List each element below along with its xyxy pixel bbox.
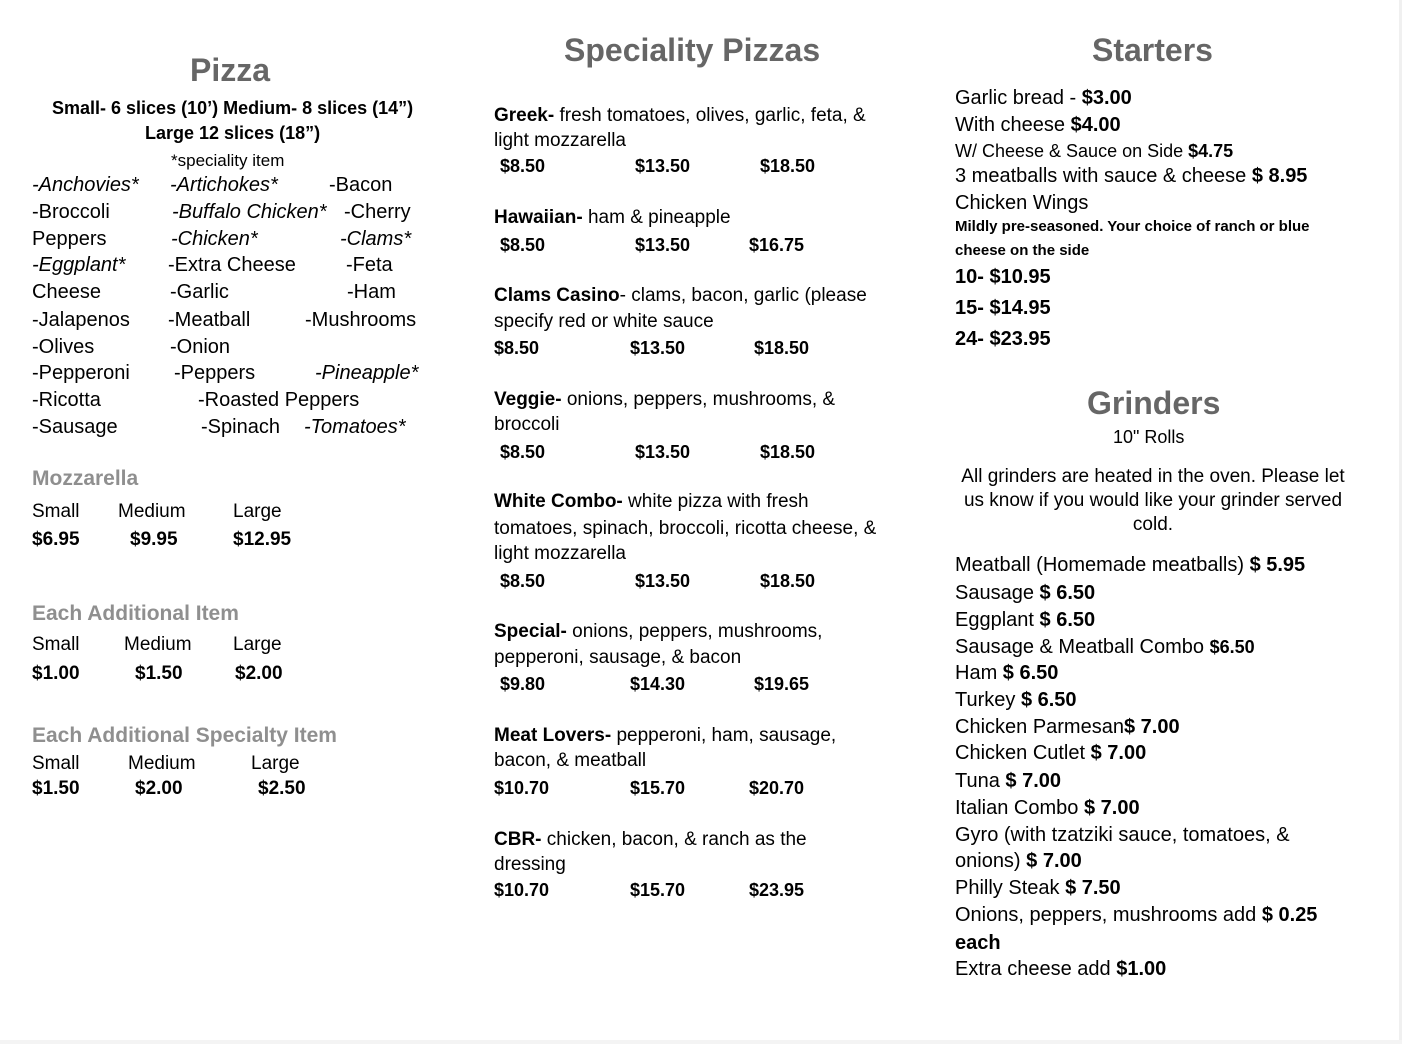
price: $18.50 (760, 156, 816, 176)
price: $6.95 (32, 529, 80, 550)
price: $15.70 (630, 778, 686, 798)
price: $13.50 (630, 338, 686, 358)
speciality-pizzas-title: Speciality Pizzas (564, 32, 821, 68)
speciality-note: *speciality item (171, 151, 285, 170)
additional-item-title: Each Additional Item (32, 602, 239, 625)
price: $18.50 (754, 338, 810, 358)
price: $ 8.95 (1251, 165, 1308, 187)
topping: -Roasted Peppers (198, 389, 360, 411)
grinders-note: cold. (1132, 514, 1174, 535)
grinder-item (955, 662, 1058, 685)
item-desc-cont: broccoli (494, 414, 560, 435)
item-name: Tuna (955, 770, 1006, 792)
item-name: Clams Casino (494, 285, 620, 306)
size-label: Medium (118, 501, 186, 522)
item-desc-cont: pepperoni, sausage, & bacon (494, 647, 742, 668)
item-name: W/ Cheese & Sauce on Side (955, 141, 1189, 161)
grinder-philly (955, 877, 1121, 900)
price: $ 7.50 (1065, 877, 1121, 899)
topping: Peppers (32, 228, 107, 250)
price: $8.50 (500, 156, 546, 176)
price: $13.50 (635, 442, 691, 462)
item-desc-cont: light mozzarella (494, 543, 626, 564)
item-name: Hawaiian- (494, 207, 583, 228)
grinder-gyro-cont (955, 850, 1082, 873)
item-name: Chicken Parmesan (955, 716, 1124, 738)
item-desc: chicken, bacon, & ranch as the (541, 829, 807, 850)
price: $ 6.50 (1039, 582, 1096, 604)
item-desc: ham & pineapple (582, 207, 731, 228)
price: $8.50 (500, 235, 546, 255)
item-name: Onions, peppers, mushrooms add (955, 904, 1262, 926)
topping: -Pineapple* (315, 362, 419, 384)
starters-title: Starters (1092, 32, 1213, 68)
grinders-subtitle: 10" Rolls (1113, 427, 1185, 447)
price: $15.70 (630, 880, 686, 900)
wings-note: Mildly pre-seasoned. Your choice of ranch or blue (955, 218, 1310, 235)
item-name: onions) (955, 850, 1027, 872)
topping: -Pepperoni (32, 362, 130, 384)
menu-item-special (494, 621, 822, 643)
topping: -Meatball (168, 309, 251, 331)
topping: -Jalapenos (32, 309, 130, 331)
price: $ 6.50 (1039, 609, 1096, 631)
menu-item-meat-lovers (494, 725, 836, 747)
price: $2.00 (235, 663, 283, 684)
topping: -Garlic (170, 281, 229, 303)
grinders-title: Grinders (1087, 385, 1221, 421)
page-edge-shadow (0, 1040, 1402, 1044)
grinder-item (955, 797, 1140, 820)
item-desc: white pizza with fresh (622, 491, 809, 512)
item-desc: onions, peppers, mushrooms, (566, 621, 823, 642)
mozzarella-title: Mozzarella (32, 467, 139, 490)
price: $13.50 (635, 235, 691, 255)
grinders-note: us know if you would like your grinder served (963, 490, 1343, 511)
item-desc: onions, peppers, mushrooms, & (561, 389, 836, 410)
price: $19.65 (754, 674, 810, 694)
item-name: Chicken Cutlet (955, 742, 1091, 764)
menu-item-white-combo (494, 491, 809, 513)
menu-item-veggie (494, 389, 835, 411)
starter-garlic-bread (955, 87, 1132, 110)
topping: -Eggplant* (32, 254, 126, 276)
size-label: Small (32, 501, 80, 522)
topping: -Clams* (340, 228, 412, 250)
additional-specialty-title: Each Additional Specialty Item (32, 724, 337, 747)
wing-price: 15- $14.95 (955, 297, 1051, 319)
price: $ 7.00 (1005, 770, 1062, 792)
topping: -Ham (347, 281, 396, 303)
topping: -Peppers (174, 362, 256, 384)
topping: -Broccoli (32, 201, 110, 223)
item-name: Extra cheese add (955, 958, 1117, 980)
topping: -Spinach (201, 416, 280, 438)
price: $10.70 (494, 880, 550, 900)
menu-item-clams-casino (494, 285, 867, 307)
size-label: Small (32, 753, 80, 774)
item-name: 3 meatballs with sauce & cheese (955, 165, 1252, 187)
price: $9.80 (500, 674, 546, 694)
price: $1.00 (1116, 958, 1167, 980)
size-label: Small (32, 634, 80, 655)
size-label: Large (233, 634, 282, 655)
price: $ 5.95 (1249, 554, 1306, 576)
item-name: Ham (955, 662, 1003, 684)
item-name: Philly Steak (955, 877, 1066, 899)
grinder-item (955, 716, 1180, 739)
price: $ 6.50 (1020, 689, 1077, 711)
item-name: Italian Combo (955, 797, 1084, 819)
topping: -Artichokes* (170, 174, 278, 196)
item-desc-cont: specify red or white sauce (494, 311, 714, 332)
starter-meatballs (955, 165, 1307, 188)
topping: -Cherry (344, 201, 411, 223)
menu-item-hawaiian (494, 207, 731, 229)
price: $ 7.00 (1090, 742, 1147, 764)
grinder-item (955, 742, 1146, 765)
grinder-item (955, 554, 1305, 577)
starter-cheese-sauce (955, 141, 1233, 162)
item-name: With cheese (955, 114, 1071, 136)
price: $2.50 (258, 778, 306, 799)
topping: -Anchovies* (32, 174, 139, 196)
price: $13.50 (635, 156, 691, 176)
grinder-item (955, 609, 1095, 632)
price: $8.50 (494, 338, 540, 358)
price: $1.50 (135, 663, 183, 684)
price: $1.50 (32, 778, 80, 799)
price: $20.70 (749, 778, 805, 798)
size-label: Large (233, 501, 282, 522)
price: $1.00 (32, 663, 80, 684)
grinders-note: All grinders are heated in the oven. Please let (961, 466, 1345, 487)
topping: -Sausage (32, 416, 118, 438)
starter-wings: Chicken Wings (955, 192, 1089, 214)
item-desc: - clams, bacon, garlic (please (619, 285, 867, 306)
item-desc: fresh tomatoes, olives, garlic, feta, & (554, 105, 866, 126)
topping: -Tomatoes* (304, 416, 406, 438)
price: $12.95 (233, 529, 292, 550)
grinder-extra-cheese (955, 958, 1166, 981)
topping: -Onion (170, 336, 231, 358)
item-name: Veggie- (494, 389, 562, 410)
price: $6.50 (1209, 637, 1255, 657)
price: $23.95 (749, 880, 805, 900)
size-label: Medium (128, 753, 196, 774)
size-label: Medium (124, 634, 192, 655)
wing-price: 10- $10.95 (955, 266, 1051, 288)
item-name: Meat Lovers- (494, 725, 612, 746)
price: $ 7.00 (1083, 797, 1140, 819)
price: $4.75 (1188, 141, 1234, 161)
price: $18.50 (760, 571, 816, 591)
price: $2.00 (135, 778, 183, 799)
price: $3.00 (1081, 87, 1132, 109)
price: $ 6.50 (1002, 662, 1059, 684)
price: $18.50 (760, 442, 816, 462)
item-name: Turkey (955, 689, 1021, 711)
grinder-gyro: Gyro (with tzatziki sauce, tomatoes, & (955, 824, 1290, 846)
size-label: Large (251, 753, 300, 774)
item-name: Garlic bread - (955, 87, 1082, 109)
item-name: CBR- (494, 829, 542, 850)
price: $ 7.00 (1123, 716, 1180, 738)
price: $14.30 (630, 674, 686, 694)
item-name: Greek- (494, 105, 555, 126)
menu-item-cbr (494, 829, 807, 851)
topping: -Feta (346, 254, 393, 276)
item-desc-cont: dressing (494, 854, 566, 875)
topping: -Buffalo Chicken* (172, 201, 327, 223)
item-name: Sausage & Meatball Combo (955, 636, 1210, 658)
grinder-item (955, 582, 1095, 605)
price: $13.50 (635, 571, 691, 591)
topping: Cheese (32, 281, 101, 303)
pizza-sizes-line2: Large 12 slices (18”) (145, 123, 321, 143)
wings-note: cheese on the side (955, 242, 1090, 259)
price: $8.50 (500, 571, 546, 591)
item-name: White Combo- (494, 491, 623, 512)
topping: -Bacon (329, 174, 393, 196)
topping: -Mushrooms (305, 309, 417, 331)
item-name: Eggplant (955, 609, 1040, 631)
topping: -Extra Cheese (168, 254, 296, 276)
grinder-addons (955, 904, 1317, 927)
topping: -Chicken* (171, 228, 258, 250)
price: $10.70 (494, 778, 550, 798)
item-name: Sausage (955, 582, 1040, 604)
topping: -Ricotta (32, 389, 101, 411)
grinder-item (955, 770, 1061, 793)
pizza-title: Pizza (190, 52, 271, 88)
item-name: Special- (494, 621, 567, 642)
price: $ 0.25 (1261, 904, 1318, 926)
item-desc-cont: tomatoes, spinach, broccoli, ricotta cheese, & (494, 518, 877, 539)
price: $ 7.00 (1026, 850, 1082, 872)
grinder-item (955, 636, 1255, 659)
menu-item-greek (494, 105, 866, 127)
price: $16.75 (749, 235, 805, 255)
wing-price: 24- $23.95 (955, 328, 1051, 350)
item-desc-cont: light mozzarella (494, 130, 626, 151)
price: $9.95 (130, 529, 178, 550)
price: $4.00 (1070, 114, 1121, 136)
grinder-item (955, 689, 1077, 712)
grinder-addons-each: each (955, 932, 1001, 954)
item-desc: pepperoni, ham, sausage, (611, 725, 837, 746)
topping: -Olives (32, 336, 95, 358)
price: $8.50 (500, 442, 546, 462)
item-name: Meatball (Homemade meatballs) (955, 554, 1250, 576)
pizza-sizes-line1: Small- 6 slices (10’) Medium- 8 slices (14”) (52, 98, 414, 118)
starter-with-cheese (955, 114, 1121, 137)
item-desc-cont: bacon, & meatball (494, 750, 647, 771)
